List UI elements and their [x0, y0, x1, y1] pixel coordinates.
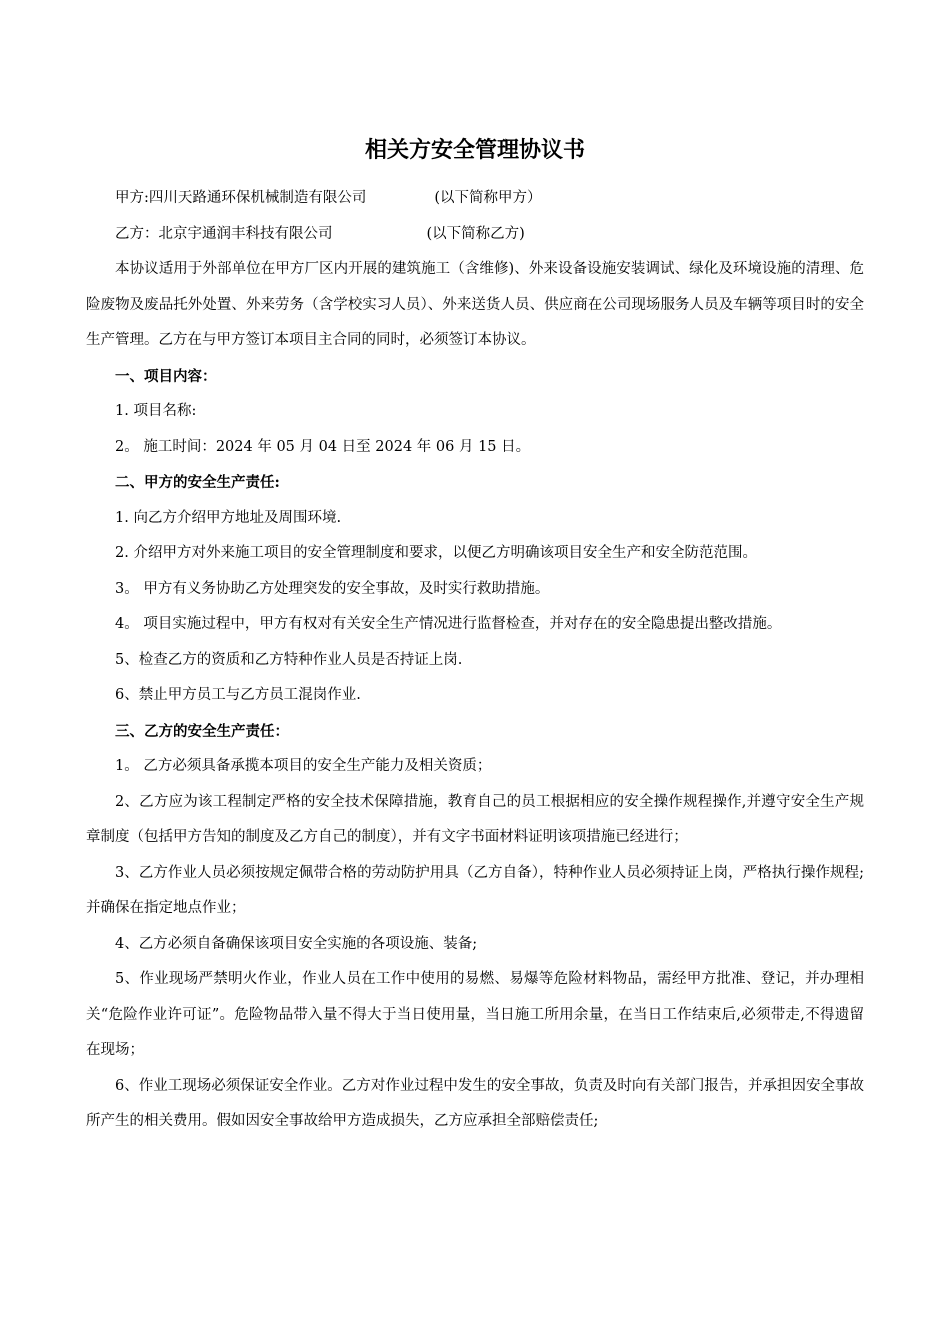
section-heading: 三、乙方的安全生产责任：: [115, 722, 289, 740]
party-a-line: [86, 181, 864, 217]
section3-item: 3、乙方作业人员必须按规定佩带合格的劳动防护用具（乙方自备），特种作业人员必须持证上岗，严格执行操作规程;并确保在指定地点作业；: [86, 864, 864, 916]
document-body: [86, 181, 864, 1140]
section-heading: 一、项目内容：: [115, 367, 217, 385]
section2-item: 4。 项目实施过程中，甲方有权对有关安全生产情况进行监督检查，并对存在的安全隐患提出整改措施。: [115, 616, 782, 632]
section3-item: 5、作业现场严禁明火作业，作业人员在工作中使用的易燃、易爆等危险材料物品，需经甲方批准、登记，并办理相关“危险作业许可证”。危险物品带入量不得大于当日使用量，当日施工所用余量，在当日工作结束后,必须带走,不得遗留在现场；: [86, 971, 864, 1058]
section2-item: 3。 甲方有义务协助乙方处理突发的安全事故，及时实行救助措施。: [115, 580, 550, 597]
party-b-abbr: (以下简称乙方): [426, 225, 525, 242]
party-a-label: 甲方:: [115, 190, 149, 206]
section1-item: 1. 项目名称:: [115, 403, 197, 419]
intro-paragraph: 本协议适用于外部单位在甲方厂区内开展的建筑施工（含维修)、外来设备设施安装调试、绿化及环境设施的清理、危险废物及废品托外处置、外来劳务（含学校实习人员）、外来送货人员、供应商在公司现场服务人员及车辆等项目时的安全生产管理。乙方在与甲方签订本项目主合同的同时，必须签订本协议。: [86, 261, 864, 348]
document-title: 相关方安全管理协议书: [364, 137, 585, 163]
section3-item: 2、乙方应为该工程制定严格的安全技术保障措施，教育自己的员工根据相应的安全操作规程操作,并遵守安全生产规章制度（包括甲方告知的制度及乙方自己的制度），并有文字书面材料证明该项措施已经进行；: [86, 793, 864, 845]
party-a-abbr: (以下简称甲方）: [434, 190, 542, 206]
section3-item: 4、乙方必须自备确保该项目安全实施的各项设施、装备;: [115, 935, 478, 952]
section2-item: 1. 向乙方介绍甲方地址及周围环境.: [115, 509, 342, 526]
section3-item: 1。 乙方必须具备承揽本项目的安全生产能力及相关资质；: [115, 758, 492, 774]
party-a-name: 四川天路通环保机械制造有限公司: [148, 190, 367, 206]
party-b-line: [86, 217, 864, 253]
section1-item: 2。 施工时间：2024 年 05 月 04 日至 2024 年 06 月 15 日。: [115, 438, 531, 455]
section-heading: 二、甲方的安全生产责任:: [115, 474, 280, 491]
section2-item: 2. 介绍甲方对外来施工项目的安全管理制度和要求，以便乙方明确该项目安全生产和安全防范范围。: [115, 545, 757, 561]
party-b-label: 乙方：: [115, 225, 159, 242]
party-b-name: 北京宇通润丰科技有限公司: [158, 225, 333, 242]
section3-item: 6、作业工现场必须保证安全作业。乙方对作业过程中发生的安全事故，负责及时向有关部门报告，并承担因安全事故所产生的相关费用。假如因安全事故给甲方造成损失，乙方应承担全部赔偿责任;: [86, 1077, 864, 1129]
section2-item: 6、禁止甲方员工与乙方员工混岗作业.: [115, 687, 361, 703]
section2-item: 5、检查乙方的资质和乙方特种作业人员是否持证上岗.: [115, 651, 463, 668]
